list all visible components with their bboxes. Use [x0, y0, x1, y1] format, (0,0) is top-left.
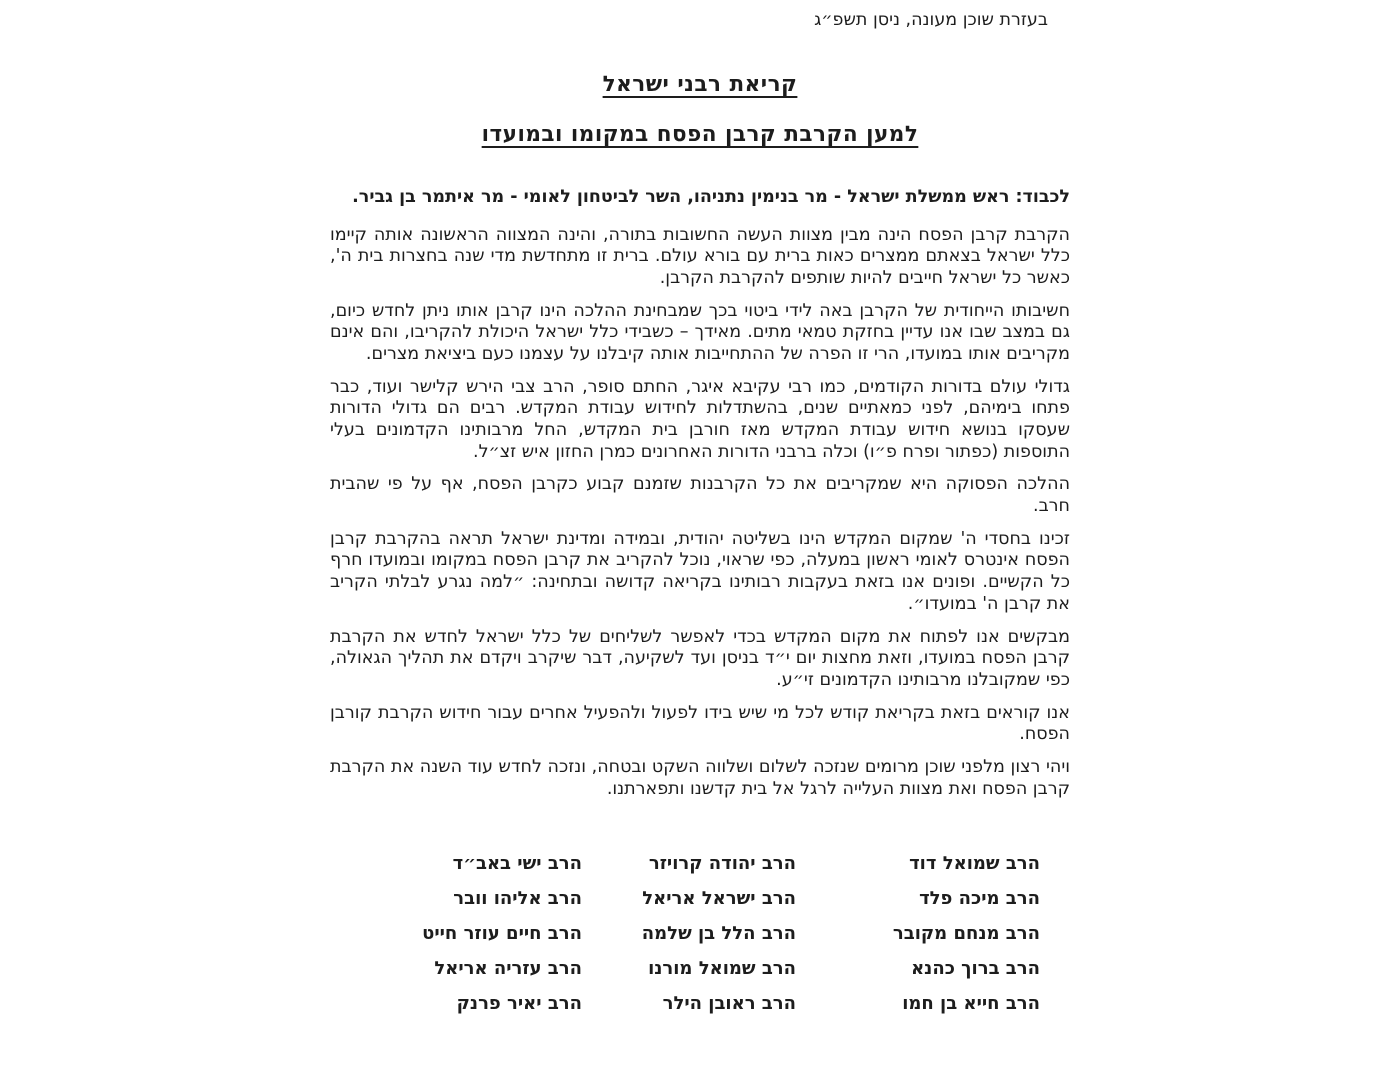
- paragraph-1: הקרבת קרבן הפסח הינה מבין מצוות העשה החשובות בתורה, והינה המצווה הראשונה אותה קיימו כלל ישראל בצאתם ממצרים כאות ברית עם בורא עולם. ברית זו מתחדשת מדי שנה בחצרות בית ה', כאשר כל ישראל חייבים להיות שותפים להקרבת הקרבן.: [330, 224, 1070, 288]
- paragraph-3: גדולי עולם בדורות הקודמים, כמו רבי עקיבא איגר, החתם סופר, הרב צבי הירש קלישר ועוד, כבר פתחו בימיהם, לפני כמאתיים שנים, בהשתדלות לחידוש עבודת המקדש. רבים הם גדולי הדורות שעסקו בנושא חידוש עבודת המקדש מאז חורבן בית המקדש, החל מרבותינו הקדמונים בעלי התוספות (כפתור ופרח פ״ו) וכלה ברבני הדורות האחרונים כמרן החזון איש זצ״ל.: [330, 376, 1070, 462]
- signatory-name: הרב עזריה אריאל: [434, 958, 582, 980]
- letter-content: [330, 0, 1070, 1021]
- paragraph-7: אנו קוראים בזאת בקריאת קודש לכל מי שיש בידו לפעול ולהפעיל אחרים עבור חידוש הקרבת קורבן הפסח.: [330, 702, 1070, 745]
- paragraph-5: זכינו בחסדי ה' שמקום המקדש הינו בשליטה יהודית, ובמידה ומדינת ישראל תראה בהקרבת קרבן הפסח אינטרס לאומי ראשון במעלה, כפי שראוי, נוכל להקריב את קרבן הפסח במקומו ובמועדו חרף כל הקשיים. ופונים אנו בזאת בעקבות רבותינו בקריאה קדושה ובתחינה: ״למה נגרע לבלתי הקריב את קרבן ה' במועדו״.: [330, 528, 1070, 614]
- signatory-name: הרב הלל בן שלמה: [641, 923, 796, 945]
- signatory-name: הרב יאיר פרנק: [456, 993, 582, 1015]
- signatory-name: הרב מנחם מקובר: [892, 923, 1040, 945]
- signatories-section: [330, 846, 1070, 1021]
- date-line: בעזרת שוכן מעונה, ניסן תשפ״ג: [814, 10, 1048, 30]
- signatory-name: הרב ברוך כהנא: [911, 958, 1040, 980]
- paragraph-4: ההלכה הפסוקה היא שמקריבים את כל הקרבנות שזמנם קבוע כקרבן הפסח, אף על פי שהבית חרב.: [330, 474, 1070, 517]
- signatory-name: הרב חייא בן חמו: [902, 993, 1040, 1015]
- signatory-name: הרב אליהו וובר: [453, 888, 582, 910]
- letter-title: קריאת רבני ישראל: [602, 72, 798, 97]
- signatory-name: הרב מיכה פלד: [919, 888, 1040, 910]
- signatory-name: הרב ראובן הילר: [662, 993, 796, 1015]
- signatory-name: הרב ישי באב״ד: [452, 853, 582, 875]
- signatory-name: הרב שמואל מורנו: [648, 958, 796, 980]
- signatory-name: הרב יהודה קרויזר: [648, 853, 796, 875]
- letter-subtitle: למען הקרבת קרבן הפסח במקומו ובמועדו: [481, 122, 919, 147]
- paragraph-8: ויהי רצון מלפני שוכן מרומים שנזכה לשלום ושלווה השקט ובטחה, ונזכה לחדש עוד השנה את הקרבת קרבן הפסח ואת מצוות העלייה לרגל אל בית קדשנו ותפארתנו.: [330, 756, 1070, 799]
- signatory-name: הרב חיים עוזר חייט: [422, 923, 582, 945]
- signatory-name: הרב שמואל דוד: [909, 853, 1040, 875]
- salutation-line: לכבוד: ראש ממשלת ישראל - מר בנימין נתניהו, השר לביטחון לאומי - מר איתמר בן גביר.: [352, 187, 1070, 207]
- signatory-name: הרב ישראל אריאל: [642, 888, 796, 910]
- paragraph-6: מבקשים אנו לפתוח את מקום המקדש בכדי לאפשר לשליחים של כלל ישראל לחדש את הקרבת קרבן הפסח במועדו, וזאת מחצות יום י״ד בניסן ועד לשקיעה, דבר שיקרב ויקדם את תהליך הגאולה, כפי שמקובלנו מרבותינו הקדמונים זי״ע.: [330, 626, 1070, 690]
- paragraph-2: חשיבותו הייחודית של הקרבן באה לידי ביטוי בכך שמבחינת ההלכה הינו קרבן אותו ניתן לחדש כיום, גם במצב שבו אנו עדיין בחזקת טמאי מתים. מאידך – כשבידי כלל ישראל היכולת להקריבו, והם אינם מקריבים אותו במועדו, הרי זו הפרה של ההתחייבות אותה קיבלנו על עצמנו כעם ביציאת מצרים.: [330, 300, 1070, 364]
